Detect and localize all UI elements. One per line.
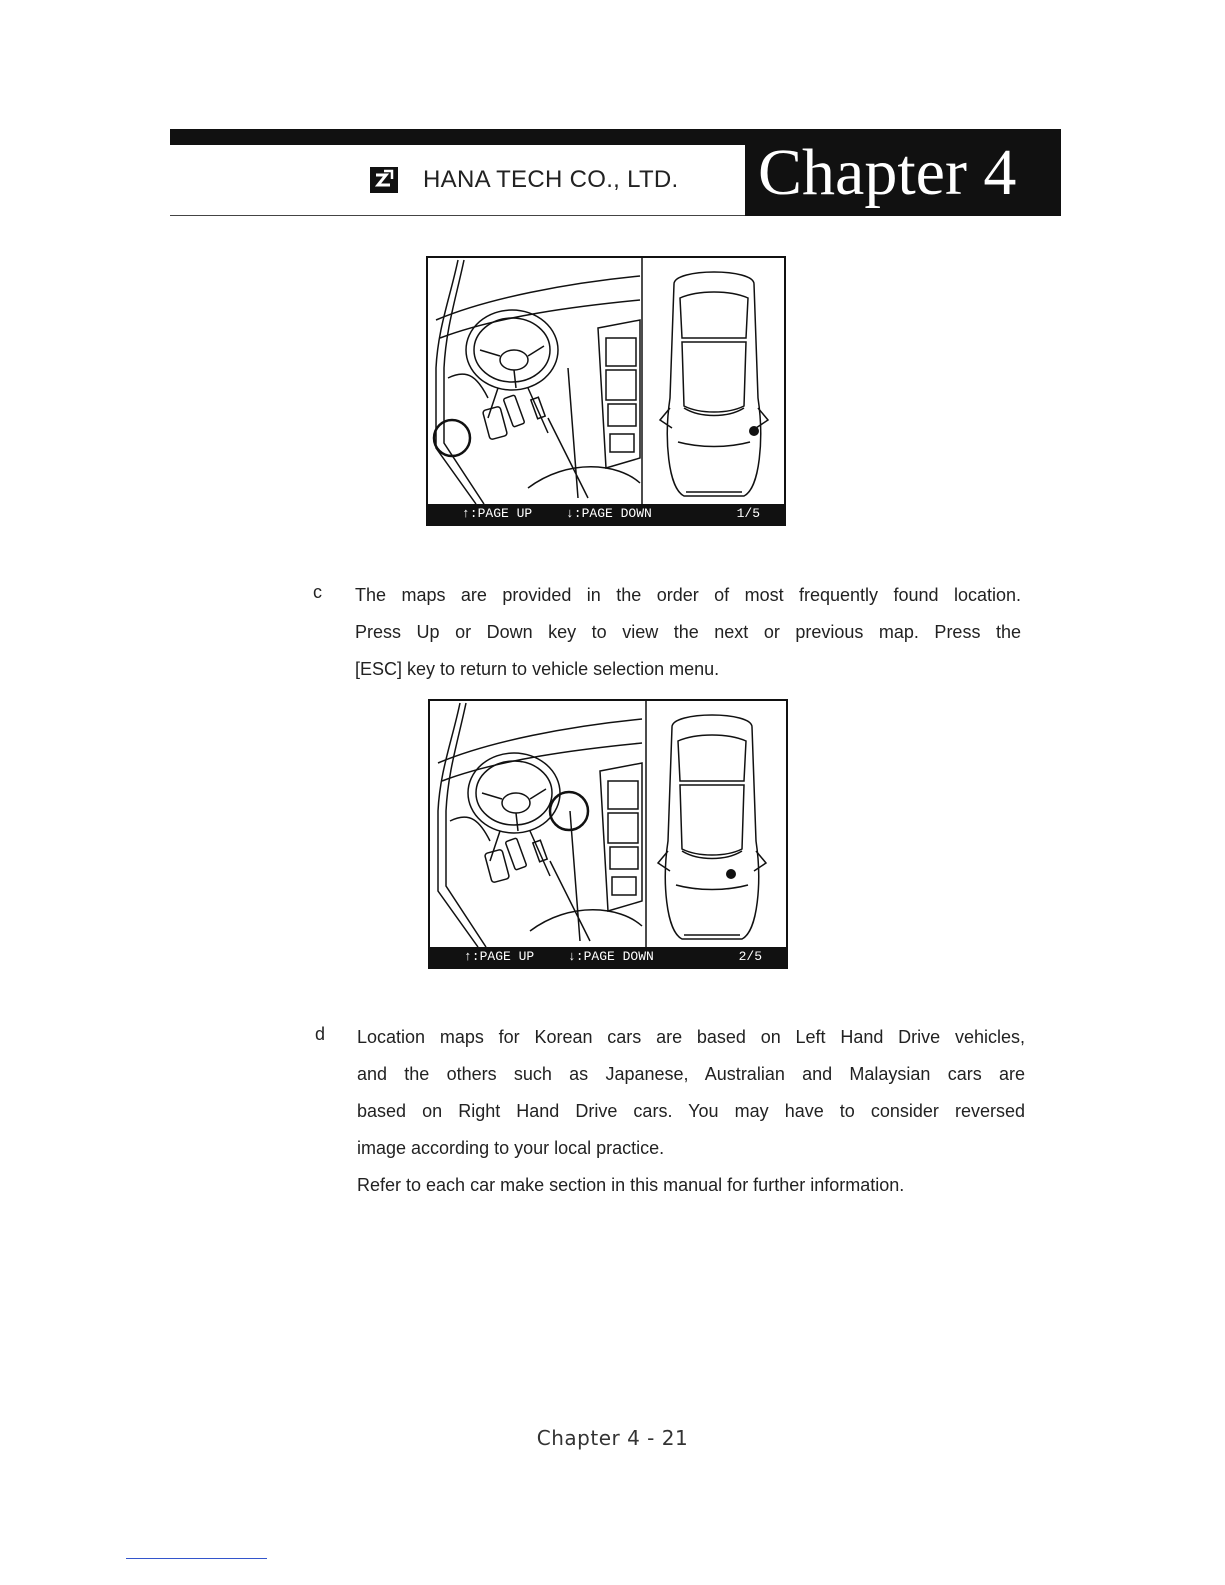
page-down-hint: ↓:PAGE DOWN bbox=[566, 506, 652, 521]
paragraph-line: and the others such as Japanese, Australian and Malaysian cars are bbox=[357, 1064, 1025, 1084]
paragraph-marker-d: d bbox=[315, 1024, 326, 1044]
paragraph-c bbox=[355, 582, 1021, 693]
location-map-screen-2 bbox=[428, 699, 788, 969]
company-name: HANA TECH CO., LTD. bbox=[423, 166, 679, 193]
page-up-hint: ↑:PAGE UP bbox=[462, 506, 533, 521]
page-up-hint: ↑:PAGE UP bbox=[464, 949, 535, 964]
paragraph-d bbox=[357, 1024, 1025, 1209]
location-dot bbox=[726, 869, 736, 879]
dashboard-and-car-illustration bbox=[428, 258, 784, 504]
status-bar bbox=[428, 504, 784, 524]
location-map-screen-1 bbox=[426, 256, 786, 526]
header-rule bbox=[170, 215, 746, 216]
paragraph-marker-c: c bbox=[313, 582, 322, 602]
page-indicator: 2/5 bbox=[738, 949, 762, 964]
paragraph-line: Press Up or Down key to view the next or previous map. Press the bbox=[355, 622, 1021, 642]
paragraph-line: The maps are provided in the order of most frequently found location. bbox=[355, 585, 1021, 605]
header-top-bar bbox=[170, 129, 746, 145]
paragraph-line: [ESC] key to return to vehicle selection menu. bbox=[355, 659, 720, 679]
bottom-edge-line bbox=[126, 1558, 267, 1559]
page-footer: Chapter 4 - 21 bbox=[536, 1426, 689, 1450]
page-indicator: 1/5 bbox=[736, 506, 760, 521]
chapter-title: Chapter 4 bbox=[758, 136, 1017, 209]
location-circle bbox=[434, 420, 470, 456]
status-bar bbox=[430, 947, 786, 967]
company-logo-icon bbox=[370, 167, 398, 193]
paragraph-line: image according to your local practice. bbox=[357, 1138, 665, 1158]
location-dot bbox=[749, 426, 759, 436]
paragraph-line: based on Right Hand Drive cars. You may have to consider reversed bbox=[357, 1101, 1025, 1121]
dashboard-and-car-illustration bbox=[430, 701, 786, 947]
paragraph-line: Location maps for Korean cars are based on Left Hand Drive vehicles, bbox=[357, 1027, 1025, 1047]
paragraph-line: Refer to each car make section in this manual for further information. bbox=[357, 1175, 905, 1195]
page-down-hint: ↓:PAGE DOWN bbox=[568, 949, 654, 964]
